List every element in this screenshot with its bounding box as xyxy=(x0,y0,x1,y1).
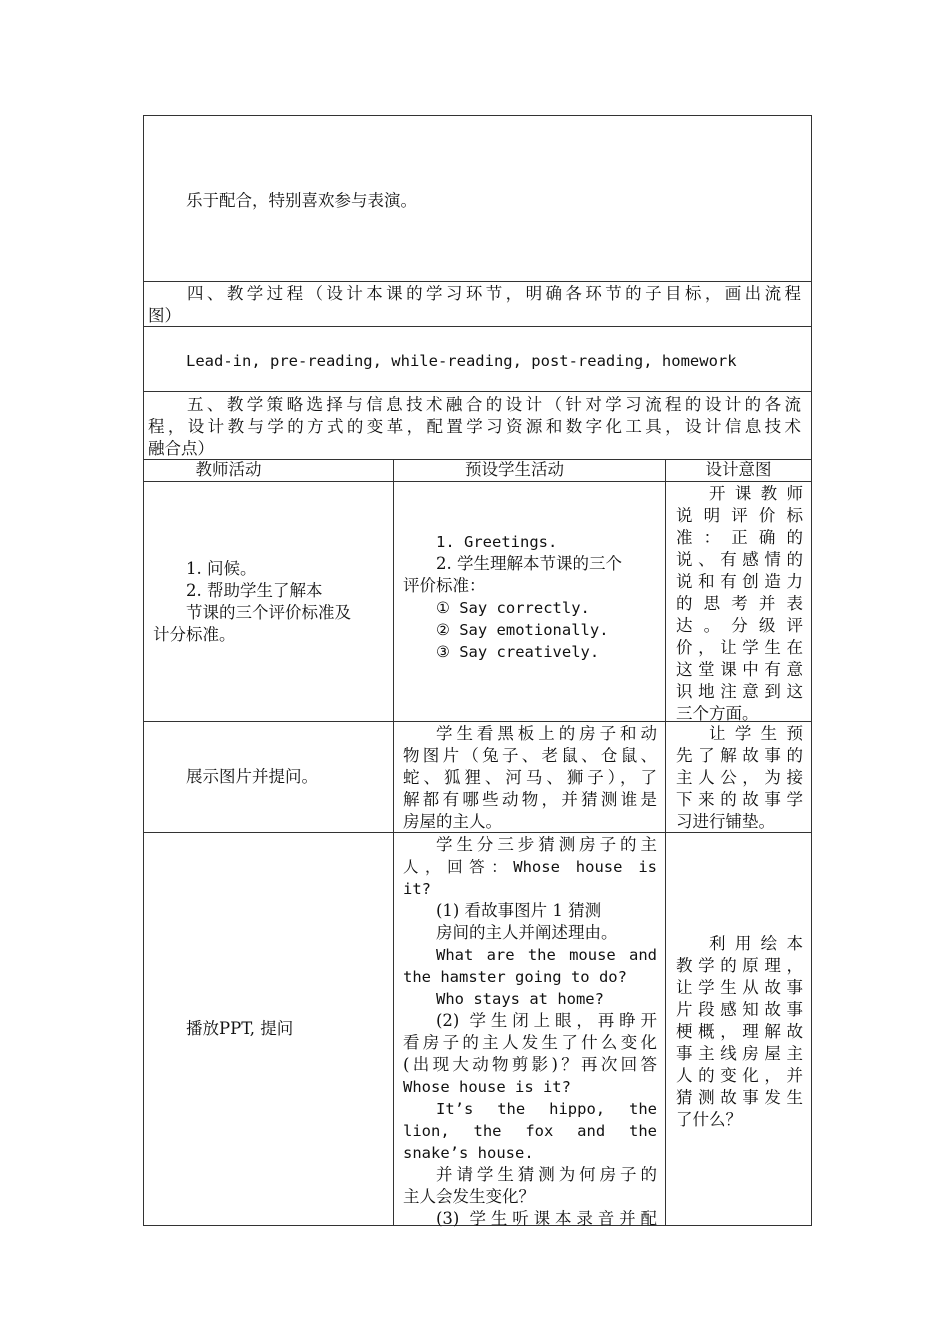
row1-intent-line: 价，让学生在 xyxy=(676,638,803,657)
row1-intent-line: 三个方面。 xyxy=(676,704,759,723)
row3-intent-line: 片段感知故事 xyxy=(676,1000,803,1019)
section4-content: Lead-in, pre-reading, while-reading, post-reading, homework xyxy=(186,352,737,370)
row3-student-line: (3) 学生听课本录音并配 xyxy=(436,1209,657,1228)
row3-student-line: (出现大动物剪影)？再次回答 xyxy=(403,1055,657,1074)
row1-student-line: ③ Say creatively. xyxy=(436,642,600,661)
section5-heading-cell xyxy=(143,391,812,460)
section5-heading-line: 程，设计教与学的方式的变革，配置学习资源和数字化工具，设计信息技术 xyxy=(148,417,801,436)
row1-student-line: 评价标准： xyxy=(403,575,486,595)
row1-intent-line: 达。分级评 xyxy=(676,616,803,635)
row1-student-line: 1. Greetings. xyxy=(436,532,558,551)
row3-intent-line: 利用绘本 xyxy=(709,934,803,953)
section5-heading-line: 五、教学策略选择与信息技术融合的设计（针对学习流程的设计的各流 xyxy=(187,395,801,414)
row1-intent-line: 说、有感情的 xyxy=(676,550,803,569)
row2-intent-line: 让学生预 xyxy=(709,724,803,743)
row1-teacher-line: 计分标准。 xyxy=(153,624,236,644)
header-intent: 设计意图 xyxy=(665,459,812,482)
row3-intent-line: 教学的原理， xyxy=(676,956,803,975)
row3-student-line: 房间的主人并阐述理由。 xyxy=(436,923,618,942)
row2-student-line: 物图片（兔子、老鼠、仓鼠、 xyxy=(403,746,657,765)
row1-intent-line: 这堂课中有意 xyxy=(676,660,803,679)
row3-intent-line: 了什么？ xyxy=(676,1110,742,1129)
row3-student-line: the hamster going to do? xyxy=(403,968,627,986)
row3-student-cell xyxy=(393,832,666,1226)
row2-student-line: 蛇、狐狸、河马、狮子），了 xyxy=(403,768,657,787)
header-teacher: 教师活动 xyxy=(143,459,394,482)
row2-teacher-cell xyxy=(143,721,394,833)
row2-intent-line: 主人公，为接 xyxy=(676,768,803,787)
row3-teacher-line: 播放PPT, 提问 xyxy=(186,1019,294,1038)
section4-heading-line: 图） xyxy=(148,306,181,325)
header-student: 预设学生活动 xyxy=(393,459,666,482)
row3-intent-line: 猜测故事发生 xyxy=(676,1088,803,1107)
row3-student-line: What are the mouse and xyxy=(436,946,657,964)
row1-student-line: ① Say correctly. xyxy=(436,598,590,617)
row2-student-line: 房屋的主人。 xyxy=(403,812,502,831)
row3-teacher-cell xyxy=(143,832,394,1226)
row1-student-line: ② Say emotionally. xyxy=(436,620,609,639)
row3-student-line: Who stays at home? xyxy=(436,990,604,1008)
row1-intent-line: 识地注意到这 xyxy=(676,682,803,701)
row2-intent-line: 下来的故事学 xyxy=(676,790,803,809)
row1-intent-line: 准：正确的 xyxy=(676,528,803,547)
row1-intent-line: 开课教师 xyxy=(709,484,803,503)
row3-intent-line: 人的变化，并 xyxy=(676,1066,803,1085)
row2-intent-cell xyxy=(665,721,812,833)
row3-student-line: (2) 学生闭上眼，再睁开 xyxy=(436,1011,657,1030)
section4-heading-line: 四、教学过程（设计本课的学习环节，明确各环节的子目标，画出流程 xyxy=(187,284,801,303)
row2-intent-line: 先了解故事的 xyxy=(676,746,803,765)
row3-student-line: 主人会发生变化？ xyxy=(403,1187,535,1206)
intro-text: 乐于配合，特别喜欢参与表演。 xyxy=(186,191,417,210)
row3-student-line: lion, the fox and the xyxy=(403,1122,657,1140)
row3-student-line: it? xyxy=(403,880,431,898)
row2-student-line: 解都有哪些动物，并猜测谁是 xyxy=(403,790,657,809)
row1-teacher-line: 节课的三个评价标准及 xyxy=(186,602,351,622)
row2-student-cell xyxy=(393,721,666,833)
row3-intent-line: 事主线房屋主 xyxy=(676,1044,803,1063)
section4-content-cell xyxy=(143,326,812,392)
row3-student-line: Whose house is it? xyxy=(403,1078,571,1096)
row3-student-line: 看房子的主人发生了什么变化 xyxy=(403,1033,657,1052)
row2-teacher-line: 展示图片并提问。 xyxy=(186,767,318,786)
section4-heading-cell xyxy=(143,281,812,327)
row1-student-line: 2. 学生理解本节课的三个 xyxy=(436,553,622,573)
row3-student-line: It’s the hippo, the xyxy=(436,1100,657,1118)
row1-teacher-line: 2. 帮助学生了解本 xyxy=(186,580,323,600)
row1-intent-line: 说明评价标 xyxy=(676,506,803,525)
intro-cell xyxy=(143,115,812,282)
row2-student-line: 学生看黑板上的房子和动 xyxy=(436,724,657,743)
row3-student-line: 并请学生猜测为何房子的 xyxy=(436,1165,657,1184)
row3-student-line: 学生分三步猜测房子的主 xyxy=(436,835,657,854)
row2-intent-line: 习进行铺垫。 xyxy=(676,812,775,831)
row1-intent-line: 的思考并表 xyxy=(676,594,803,613)
row3-intent-line: 梗概，理解故 xyxy=(676,1022,803,1041)
row1-teacher-cell xyxy=(143,481,394,722)
row1-teacher-line: 1. 问候。 xyxy=(186,558,257,578)
row3-intent-cell xyxy=(665,832,812,1226)
row3-student-line: 人，回答：Whose house is xyxy=(403,858,657,876)
row3-student-line: (1) 看故事图片 1 猜测 xyxy=(436,901,602,920)
section5-heading-line: 融合点） xyxy=(148,439,214,458)
row3-student-line: snake’s house. xyxy=(403,1144,534,1162)
row1-student-cell xyxy=(393,481,666,722)
row1-intent-cell xyxy=(665,481,812,722)
row3-intent-line: 让学生从故事 xyxy=(676,978,803,997)
row1-intent-line: 说和有创造力 xyxy=(676,572,803,591)
